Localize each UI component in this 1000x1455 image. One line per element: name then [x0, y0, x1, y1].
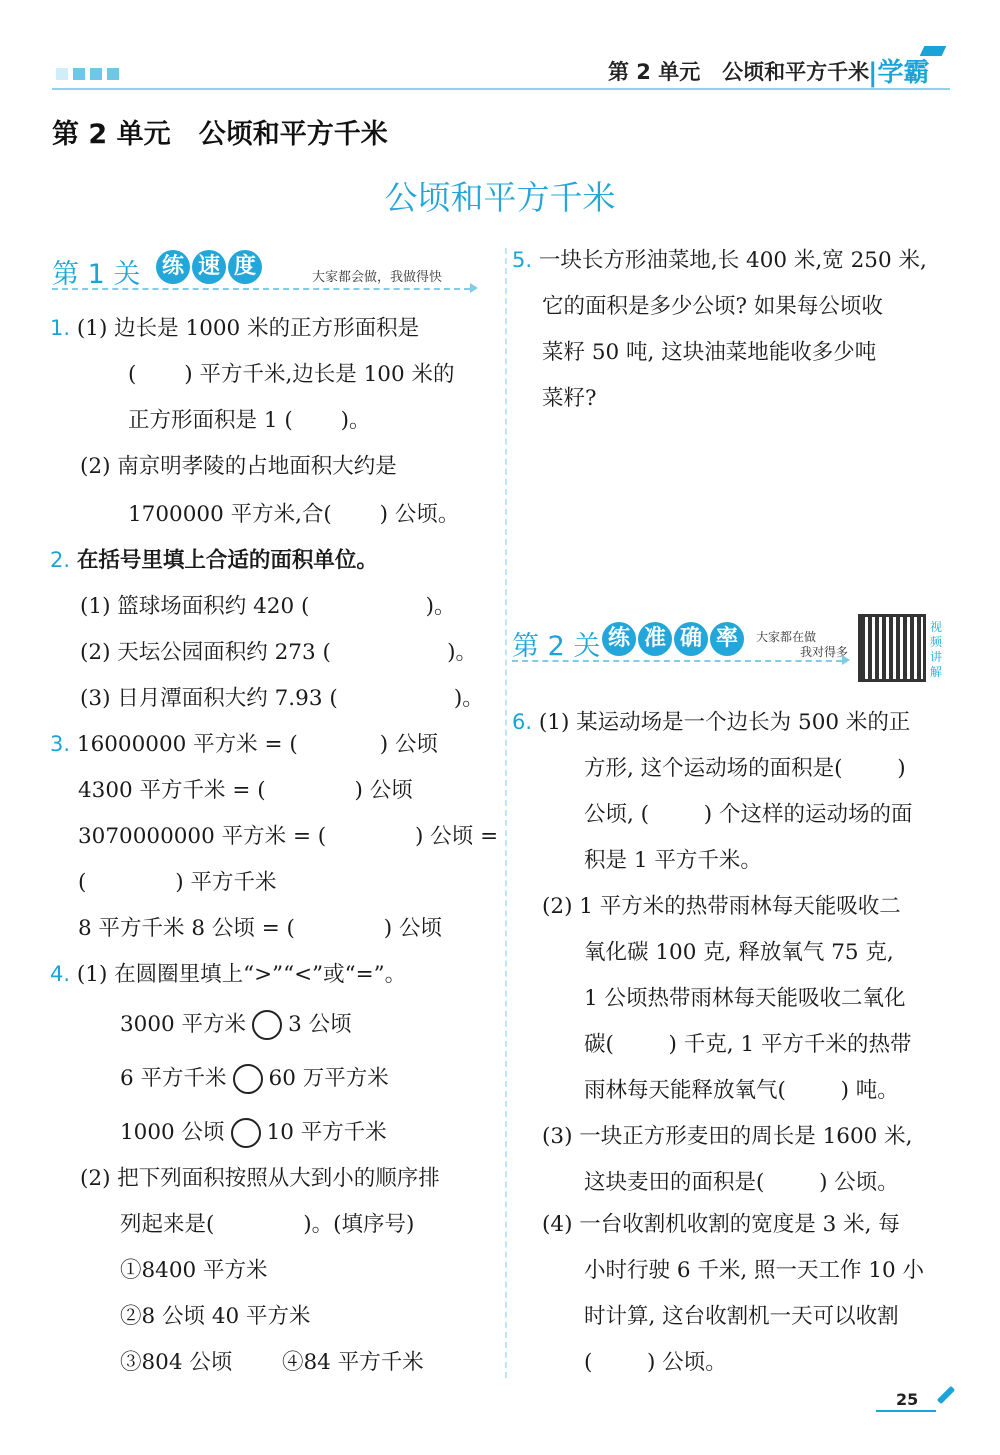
question-line	[128, 364, 455, 386]
question-text: (3) 一块正方形麦田的周长是 1600 米,	[542, 1124, 913, 1149]
badge-char: 准	[638, 622, 672, 656]
question-text: (1) 边长是 1000 米的正方形面积是	[76, 316, 420, 341]
compare-row	[120, 1064, 389, 1094]
compare-row	[120, 1118, 387, 1148]
question-line	[542, 1214, 900, 1236]
question-line	[78, 826, 498, 848]
question-line	[78, 780, 413, 802]
question-line	[120, 1306, 311, 1328]
question-line	[282, 1352, 424, 1374]
question-text: 小时行驶 6 千米, 照一天工作 10 小	[584, 1258, 925, 1283]
question-line	[542, 342, 876, 364]
question-line	[542, 296, 883, 318]
level1-badge	[156, 250, 262, 284]
compare-right: 60 万平方米	[268, 1066, 389, 1091]
question-line	[120, 1260, 268, 1282]
question-text: (1) 篮球场面积约 420 ( )。	[80, 594, 456, 619]
question-text: (4) 一台收割机收割的宽度是 3 米, 每	[542, 1212, 900, 1237]
level1-underline	[52, 288, 470, 290]
question-text: 积是 1 平方千米。	[584, 848, 762, 873]
question-line	[50, 734, 438, 756]
question-text: ②8 公顷 40 平方米	[120, 1304, 311, 1329]
question-text: 时计算, 这台收割机一天可以收割	[584, 1304, 899, 1329]
badge-char: 练	[602, 622, 636, 656]
question-text: 1700000 平方米,合( ) 公顷。	[128, 502, 460, 527]
question-text: ( ) 平方千米	[78, 870, 277, 895]
level2-underline	[512, 660, 842, 662]
page-number: 25	[896, 1390, 919, 1409]
question-text: 一块长方形油菜地,长 400 米,宽 250 米,	[538, 248, 927, 273]
column-divider	[505, 248, 507, 1378]
answer-circle[interactable]	[231, 1118, 261, 1148]
question-text: 8 平方千米 8 公顷 = ( ) 公顷	[78, 916, 442, 941]
question-number: 1.	[50, 316, 71, 340]
question-text: 这块麦田的面积是( ) 公顷。	[584, 1170, 899, 1195]
question-text: 3070000000 平方米 = ( ) 公顷 =	[78, 824, 499, 849]
question-text: 氧化碳 100 克, 释放氧气 75 克,	[584, 940, 894, 965]
compare-left: 3000 平方米	[120, 1012, 247, 1037]
question-line	[542, 896, 901, 918]
question-text: ①8400 平方米	[120, 1258, 268, 1283]
question-number: 6.	[512, 710, 533, 734]
question-text: (1) 某运动场是一个边长为 500 米的正	[538, 710, 911, 735]
level2-name: 第 2 关	[512, 631, 601, 662]
compare-left: 6 平方千米	[120, 1066, 227, 1091]
running-title: 第 2 单元 公顷和平方千米	[608, 60, 870, 84]
level2-badge	[602, 622, 744, 656]
question-text: 菜籽 50 吨, 这块油菜地能收多少吨	[542, 340, 877, 365]
question-text: ( ) 平方千米,边长是 100 米的	[128, 362, 455, 387]
question-line	[584, 804, 912, 826]
question-line	[584, 942, 894, 964]
question-number: 2.	[50, 548, 71, 572]
question-text: (1) 在圆圈里填上“>”“<”或“=”。	[76, 962, 407, 987]
question-line	[80, 596, 455, 618]
badge-char: 率	[710, 622, 744, 656]
question-line	[512, 712, 910, 734]
question-line	[50, 964, 406, 986]
question-line	[584, 1352, 727, 1374]
pencil-icon	[937, 1386, 955, 1404]
question-text: 正方形面积是 1 ( )。	[128, 408, 371, 433]
question-line	[80, 688, 484, 710]
question-line	[512, 250, 927, 272]
question-text: ④84 平方千米	[282, 1350, 424, 1375]
compare-row	[120, 1010, 352, 1040]
answer-circle[interactable]	[252, 1010, 282, 1040]
page-number-rule	[876, 1410, 936, 1412]
badge-char: 度	[228, 250, 262, 284]
question-text: ③804 公顷	[120, 1350, 233, 1375]
level1-slogan: 大家都会做，我做得快	[312, 270, 443, 285]
header-rule	[52, 88, 950, 90]
level1-name: 第 1 关	[52, 259, 141, 290]
question-text: 4300 平方千米 = ( ) 公顷	[78, 778, 413, 803]
question-line	[584, 1080, 899, 1102]
qr-label: 视频讲解	[930, 620, 943, 679]
question-line	[584, 758, 906, 780]
question-text: (2) 天坛公园面积约 273 ( )。	[80, 640, 477, 665]
question-line	[78, 872, 276, 894]
compare-left: 1000 公顷	[120, 1120, 225, 1145]
question-text: 它的面积是多少公顷? 如果每公顷收	[542, 294, 883, 319]
question-line	[584, 1034, 911, 1056]
question-line	[542, 388, 597, 410]
section-title: 公顷和平方千米	[384, 178, 616, 217]
compare-right: 10 平方千米	[266, 1120, 387, 1145]
badge-char: 速	[192, 250, 226, 284]
question-line	[50, 550, 378, 572]
answer-circle[interactable]	[233, 1064, 263, 1094]
question-text: (2) 把下列面积按照从大到小的顺序排	[80, 1166, 440, 1191]
question-line	[584, 850, 762, 872]
question-text: 在括号里填上合适的面积单位。	[76, 548, 378, 573]
question-line	[80, 456, 397, 478]
header-decoration	[56, 68, 119, 80]
question-line	[120, 1352, 232, 1374]
arrow-icon	[842, 655, 850, 665]
question-line	[584, 1306, 899, 1328]
question-text: 碳( ) 千克, 1 平方千米的热带	[584, 1032, 912, 1057]
question-text: (3) 日月潭面积大约 7.93 ( )。	[80, 686, 484, 711]
question-text: ( ) 公顷。	[584, 1350, 727, 1375]
question-text: 16000000 平方米 = ( ) 公顷	[76, 732, 438, 757]
question-text: 方形, 这个运动场的面积是( )	[584, 756, 906, 781]
arrow-icon	[470, 283, 478, 293]
question-line	[584, 1172, 899, 1194]
question-line	[50, 318, 419, 340]
question-line	[542, 1126, 913, 1148]
question-line	[80, 1168, 440, 1190]
question-line	[128, 410, 370, 432]
question-line	[128, 504, 459, 526]
question-line	[584, 1260, 924, 1282]
question-number: 4.	[50, 962, 71, 986]
question-text: 雨林每天能释放氧气( ) 吨。	[584, 1078, 899, 1103]
compare-right: 3 公顷	[288, 1012, 352, 1037]
question-text: 公顷, ( ) 个这样的运动场的面	[584, 802, 913, 827]
qr-code-icon[interactable]	[858, 614, 926, 682]
badge-char: 确	[674, 622, 708, 656]
unit-title: 第 2 单元 公顷和平方千米	[52, 119, 388, 150]
badge-char: 练	[156, 250, 190, 284]
question-text: 列起来是( )。(填序号)	[120, 1212, 415, 1237]
question-text: (2) 南京明孝陵的占地面积大约是	[80, 454, 397, 479]
question-number: 3.	[50, 732, 71, 756]
question-line	[584, 988, 906, 1010]
question-line	[80, 642, 477, 664]
level2-slogan-1: 大家都在做	[756, 630, 817, 644]
graduation-cap-icon	[920, 46, 947, 56]
question-line	[120, 1214, 414, 1236]
question-line	[78, 918, 442, 940]
brand-logo: |学霸	[868, 58, 930, 88]
question-number: 5.	[512, 248, 533, 272]
question-text: 1 公顷热带雨林每天能吸收二氧化	[584, 986, 906, 1011]
level2-slogan-2: 我对得多	[800, 645, 849, 659]
question-text: 菜籽?	[542, 386, 597, 411]
question-text: (2) 1 平方米的热带雨林每天能吸收二	[542, 894, 901, 919]
